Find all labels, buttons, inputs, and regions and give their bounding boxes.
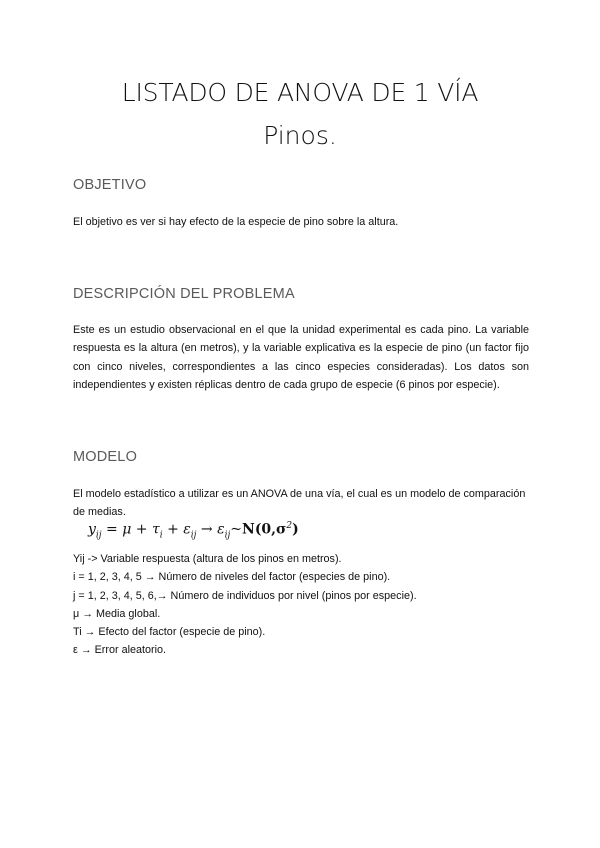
formula-dist: N(0,σ — [242, 521, 287, 538]
section-heading-descripcion: DESCRIPCIÓN DEL PROBLEMA — [73, 286, 295, 302]
definition-item: i = 1, 2, 3, 4, 5 → Número de niveles del factor (especies de pino). — [73, 571, 391, 584]
document-title: LISTADO DE ANOVA DE 1 VÍA — [121, 78, 479, 107]
formula-tau: τ — [151, 521, 160, 538]
formula-eps: ε — [183, 521, 191, 538]
modelo-text: El modelo estadístico a utilizar es un ANOVA de una vía, el cual es un modelo de comparación de medias. — [73, 488, 526, 519]
descripcion-text: Este es un estudio observacional en el que la unidad experimental es cada pino. La variable respuesta es la altura (en metros), y la variable explicativa es la especie de pino (un factor fijo con cinco niveles, correspondientes a las cinco especies consideradas). Los datos son independientes y existen réplicas dentro de cada grupo de especie (6 pinos por especie). — [73, 324, 529, 391]
definition-item: j = 1, 2, 3, 4, 5, 6,→ Número de individuos por nivel (pinos por especie). — [73, 589, 417, 602]
definitions-list — [73, 550, 417, 660]
definition-item: ε → Error aleatorio. — [73, 644, 167, 657]
definition-item: μ → Media global. — [73, 607, 161, 620]
formula-y-sub: ij — [95, 530, 102, 541]
formula-eps-2: ε — [217, 521, 225, 538]
objetivo-text: El objetivo es ver si hay efecto de la especie de pino sobre la altura. — [73, 216, 399, 228]
document-subtitle: Pinos. — [263, 121, 337, 150]
formula-tau-sub: i — [159, 530, 163, 541]
section-heading-objetivo: OBJETIVO — [73, 177, 147, 193]
formula-mu: μ — [122, 521, 132, 538]
formula-dist-end: ) — [292, 521, 299, 538]
formula-eps-sub: ij — [190, 530, 197, 541]
formula-dist-sup: 2 — [286, 521, 293, 531]
definition-item: Yij -> Variable respuesta (altura de los pinos en metros). — [73, 553, 342, 565]
formula-eps-sub-2: ij — [224, 530, 231, 541]
formula-y: y — [88, 521, 96, 538]
section-heading-modelo: MODELO — [73, 449, 138, 465]
definition-item: Ti → Efecto del factor (especie de pino). — [73, 626, 266, 639]
model-formula: $y_{ij} = \mu + \tau_i + \varepsilon_{ij}$ → $\varepsilon_{ij}\sim N(0,\sigma^2)$ — [88, 521, 299, 541]
